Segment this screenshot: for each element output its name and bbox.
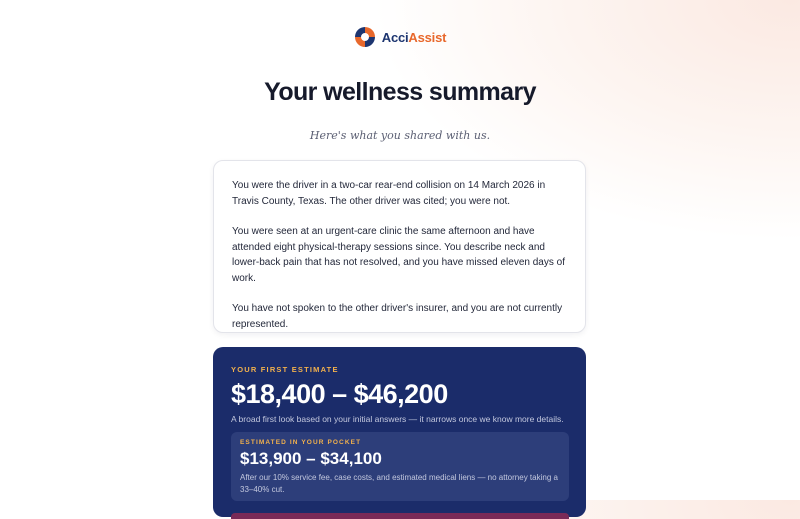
summary-paragraph-treatment: You were seen at an urgent-care clinic the same afternoon and have attended eight physical-therapy sessions since. You describe neck and lower-back pain that has not resolved, and you have missed eleven days of work. [232, 226, 565, 284]
brand-name [382, 30, 447, 45]
estimate-label: YOUR FIRST ESTIMATE [231, 365, 339, 374]
page-subtitle: Here's what you shared with us. [309, 129, 491, 142]
next-section-edge [231, 513, 569, 519]
pocket-range: $13,900 – $34,100 [240, 449, 382, 468]
estimate-note: A broad first look based on your initial answers — it narrows once we know more details. [231, 414, 564, 424]
summary-card [213, 160, 586, 333]
estimate-card [213, 347, 586, 517]
brand-logo [0, 26, 800, 48]
summary-paragraph-collision: You were the driver in a two-car rear-end collision on 14 March 2026 in Travis County, Texas. The other driver was cited; you were not. [232, 180, 546, 207]
acciassist-logo-icon [354, 26, 376, 48]
pocket-note: After our 10% service fee, case costs, and estimated medical liens — no attorney taking a 33–40% cut. [240, 473, 558, 494]
brand-name-part1: Acci [381, 29, 409, 45]
summary-paragraph-representation: You have not spoken to the other driver's insurer, and you are not currently represented. [232, 303, 563, 330]
estimate-range: $18,400 – $46,200 [231, 379, 448, 409]
page-title: Your wellness summary [264, 78, 536, 106]
pocket-estimate-box [231, 432, 569, 501]
brand-name-part2: Assist [408, 29, 447, 45]
pocket-label: ESTIMATED IN YOUR POCKET [240, 439, 362, 446]
